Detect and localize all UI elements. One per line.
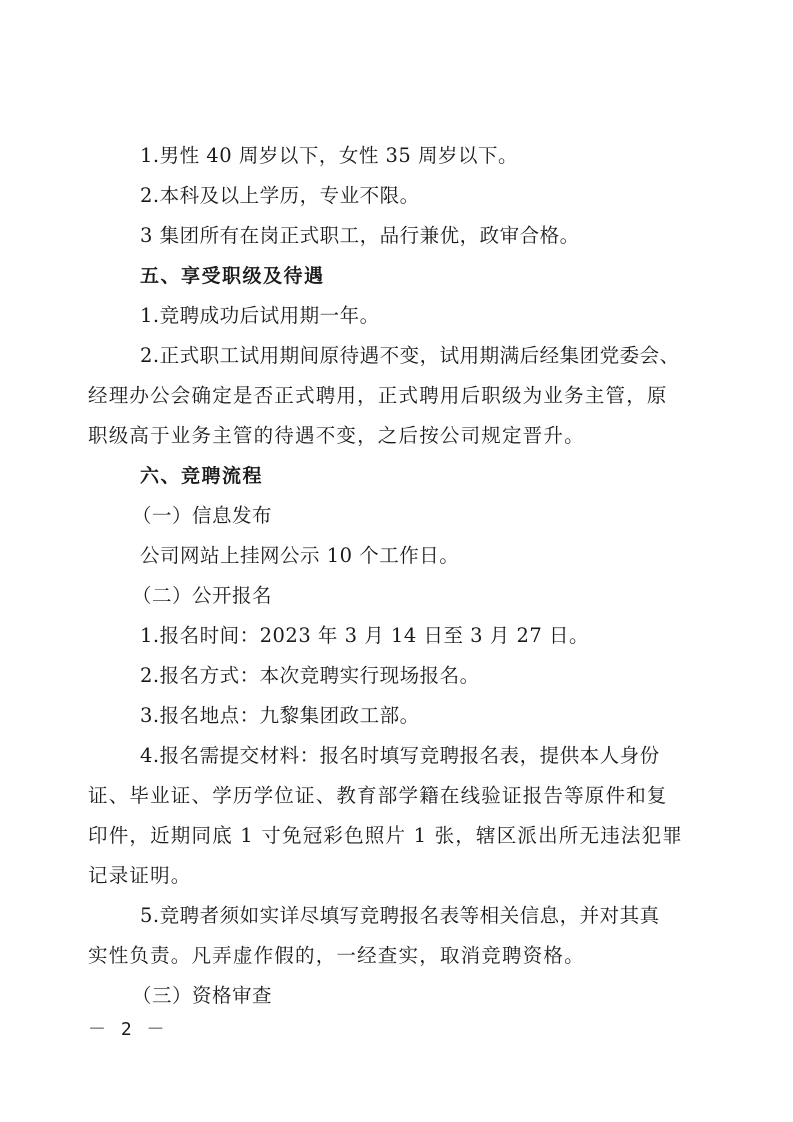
benefit-probation: 1.竞聘成功后试用期一年。 <box>140 304 380 327</box>
benefit-paragraph-line: 职级高于业务主管的待遇不变，之后按公司规定晋升。 <box>88 424 585 447</box>
page-number: － 2 － <box>88 1019 167 1040</box>
info-publication: 公司网站上挂网公示 10 个工作日。 <box>140 544 460 567</box>
benefit-paragraph-line: 2.正式职工试用期间原待遇不变，试用期满后经集团党委会、 <box>140 344 680 367</box>
registration-time: 1.报名时间：2023 年 3 月 14 日至 3 月 27 日。 <box>140 624 589 647</box>
registration-honesty-line: 实性负责。凡弄虚作假的，一经查实，取消竞聘资格。 <box>88 944 585 967</box>
benefit-paragraph-line: 经理办公会确定是否正式聘用，正式聘用后职级为业务主管，原 <box>88 384 668 407</box>
registration-materials-line: 4.报名需提交材料：报名时填写竞聘报名表，提供本人身份 <box>140 744 660 767</box>
section-heading-process: 六、竞聘流程 <box>140 465 264 487</box>
subsection-heading-registration: （二）公开报名 <box>132 584 273 607</box>
requirement-age: 1.男性 40 周岁以下，女性 35 周岁以下。 <box>140 144 519 167</box>
section-heading-benefits: 五、享受职级及待遇 <box>140 265 325 287</box>
registration-materials-line: 印件，近期同底 1 寸免冠彩色照片 1 张，辖区派出所无违法犯罪 <box>88 824 684 847</box>
registration-honesty-line: 5.竞聘者须如实详尽填写竞聘报名表等相关信息，并对其真 <box>140 904 660 927</box>
registration-materials-line: 记录证明。 <box>88 864 192 887</box>
subsection-heading-info: （一）信息发布 <box>132 504 273 527</box>
requirement-staff: 3 集团所有在岗正式职工，品行兼优，政审合格。 <box>140 224 580 247</box>
subsection-heading-review: （三）资格审查 <box>132 984 273 1007</box>
requirement-education: 2.本科及以上学历，专业不限。 <box>140 184 420 207</box>
registration-materials-line: 证、毕业证、学历学位证、教育部学籍在线验证报告等原件和复 <box>88 784 668 807</box>
registration-method: 2.报名方式：本次竞聘实行现场报名。 <box>140 664 480 687</box>
registration-location: 3.报名地点：九黎集团政工部。 <box>140 704 420 727</box>
